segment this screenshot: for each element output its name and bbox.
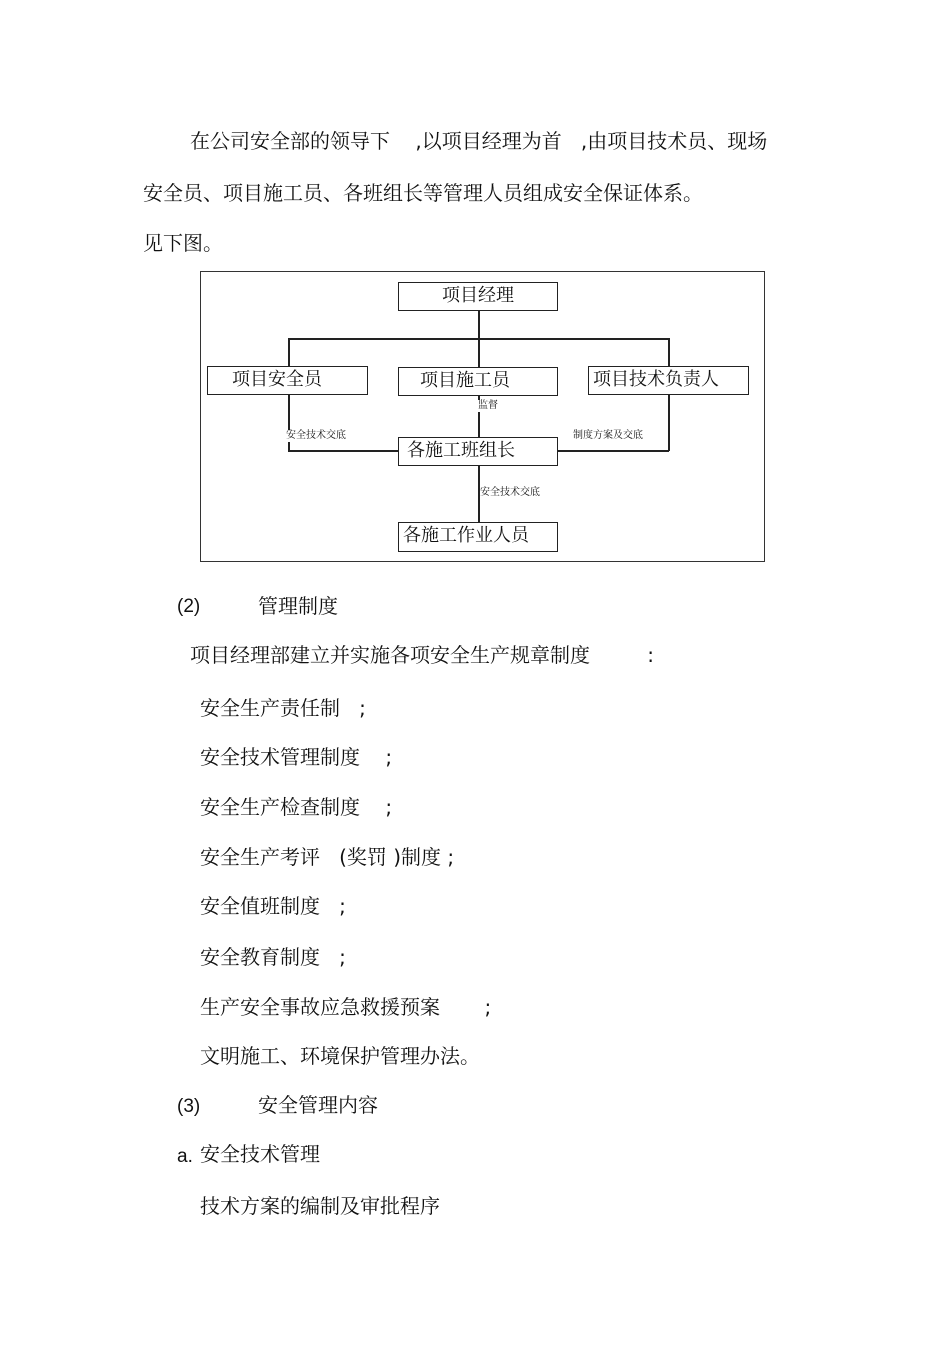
intro-line-1: 在公司安全部的领导下 ,以项目经理为首 ,由项目技术员、现场 [190,129,768,153]
rule-item: 文明施工、环境保护管理办法。 [200,1044,480,1068]
rule-item: 安全教育制度 ; [200,945,346,969]
connector-line [288,338,290,366]
org-chart [200,271,765,562]
label-safety-briefing-left: 安全技术交底 [286,430,346,441]
label-safety-briefing-bottom: 安全技术交底 [480,487,540,498]
connector-line [288,394,290,451]
box-workers: 各施工作业人员 [398,522,558,552]
connector-line [478,310,480,338]
subsection-title: 安全技术管理 [200,1142,320,1166]
rule-item: 安全值班制度 ; [200,894,346,918]
rule-item: 安全生产考评 (奖罚 )制度 ; [200,845,455,869]
label-supervise: 监督 [478,400,498,411]
box-tech-lead: 项目技术负责人 [588,366,749,395]
section-2-lead: 项目经理部建立并实施各项安全生产规章制度 : [190,643,654,667]
box-safety-officer: 项目安全员 [207,366,368,395]
rule-item: 安全生产检查制度 ; [200,795,393,819]
connector-line [288,450,399,452]
section-2-title: 管理制度 [258,594,338,618]
box-team-leaders: 各施工班组长 [398,437,558,466]
intro-line-2: 安全员、项目施工员、各班组长等管理人员组成安全保证体系。 [143,181,703,205]
box-construction-officer: 项目施工员 [398,367,558,396]
subsection-item: 技术方案的编制及审批程序 [200,1194,440,1218]
connector-line [668,338,670,366]
rule-item: 生产安全事故应急救援预案 ; [200,995,492,1019]
connector-line [558,450,669,452]
rule-item: 安全生产责任制 ; [200,696,366,720]
subsection-marker: a. [177,1146,193,1167]
box-project-manager: 项目经理 [398,282,558,311]
section-2-number: (2) [177,596,201,617]
section-3-title: 安全管理内容 [258,1093,378,1117]
connector-line [668,394,670,451]
connector-line [478,338,480,367]
section-3-number: (3) [177,1096,201,1117]
label-system-plan-briefing: 制度方案及交底 [573,430,643,441]
rule-item: 安全技术管理制度 ; [200,745,393,769]
intro-line-3: 见下图。 [143,231,223,255]
